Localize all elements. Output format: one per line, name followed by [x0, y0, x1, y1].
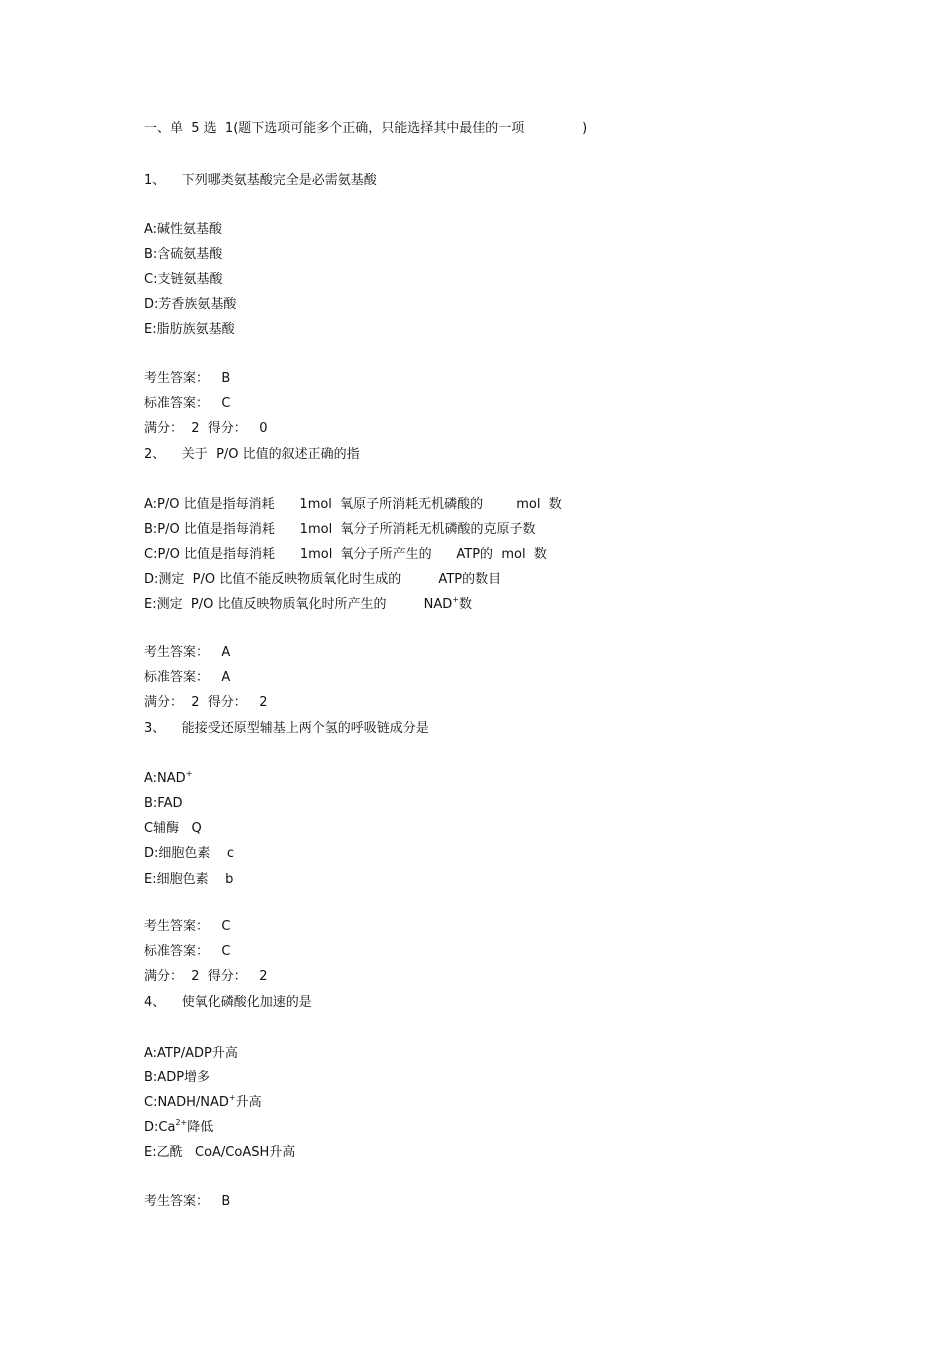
superscript-plus: + [185, 769, 193, 778]
question-1-student-answer: 考生答案： B [144, 371, 231, 386]
question-4-option-a: A:ATP/ADP升高 [144, 1046, 238, 1061]
question-4-option-d-suffix: 降低 [187, 1120, 214, 1135]
question-2-option-d: D:测定 P/O 比值不能反映物质氧化时生成的 ATP的数目 [144, 572, 502, 587]
question-4-option-e: E:乙酰 CoA/CoASH升高 [144, 1145, 296, 1160]
question-4-option-c-suffix: 升高 [235, 1095, 262, 1110]
question-3-standard-answer: 标准答案： C [144, 944, 231, 959]
question-1-standard-answer: 标准答案： C [144, 396, 231, 411]
question-4-student-answer: 考生答案： B [144, 1194, 231, 1209]
question-2-option-e-text: E:测定 P/O 比值反映物质氧化时所产生的 NAD [144, 597, 453, 612]
question-4-option-d-text: D:Ca [144, 1120, 176, 1135]
question-4-option-c [144, 1095, 262, 1111]
question-3-option-c: C辅酶 Q [144, 821, 202, 836]
superscript-plus: + [452, 595, 459, 604]
question-3-option-a-text: A:NAD [144, 771, 186, 786]
question-3-stem: 3、 能接受还原型辅基上两个氢的呼吸链成分是 [144, 721, 429, 736]
question-3-student-answer: 考生答案： C [144, 919, 231, 934]
question-2-option-e [144, 597, 472, 613]
question-1-stem: 1、 下列哪类氨基酸完全是必需氨基酸 [144, 173, 377, 188]
question-2-option-e-suffix: 数 [458, 597, 472, 612]
question-3-option-a [144, 771, 192, 787]
question-1-option-e: E:脂肪族氨基酸 [144, 322, 235, 337]
question-3-option-e: E:细胞色素 b [144, 872, 234, 887]
question-1-option-d: D:芳香族氨基酸 [144, 297, 237, 312]
question-1-option-b: B:含硫氨基酸 [144, 247, 223, 262]
question-2-score: 满分： 2 得分： 2 [144, 695, 268, 710]
question-1-score: 满分： 2 得分： 0 [144, 421, 268, 436]
question-1-option-a: A:碱性氨基酸 [144, 222, 223, 237]
question-3-score: 满分： 2 得分： 2 [144, 969, 268, 984]
question-2-option-b: B:P/O 比值是指每消耗 1mol 氧分子所消耗无机磷酸的克原子数 [144, 522, 536, 537]
question-4-option-d [144, 1120, 213, 1136]
question-2-standard-answer: 标准答案： A [144, 670, 231, 685]
question-4-option-c-text: C:NADH/NAD [144, 1095, 229, 1110]
question-2-option-c: C:P/O 比值是指每消耗 1mol 氧分子所产生的 ATP的 mol 数 [144, 547, 547, 562]
question-2-option-a: A:P/O 比值是指每消耗 1mol 氧原子所消耗无机磷酸的 mol 数 [144, 497, 562, 512]
superscript-plus: + [228, 1093, 236, 1102]
question-2-student-answer: 考生答案： A [144, 645, 231, 660]
superscript-charge: 2+ [175, 1118, 188, 1127]
question-3-option-d: D:细胞色素 c [144, 846, 235, 861]
question-3-option-b: B:FAD [144, 796, 183, 811]
question-2-stem: 2、 关于 P/O 比值的叙述正确的指 [144, 447, 360, 462]
question-4-stem: 4、 使氧化磷酸化加速的是 [144, 995, 312, 1010]
section-title: 一、单 5 选 1(题下选项可能多个正确，只能选择其中最佳的一项 ) [144, 121, 588, 136]
question-1-option-c: C:支链氨基酸 [144, 272, 223, 287]
question-4-option-b: B:ADP增多 [144, 1070, 211, 1085]
